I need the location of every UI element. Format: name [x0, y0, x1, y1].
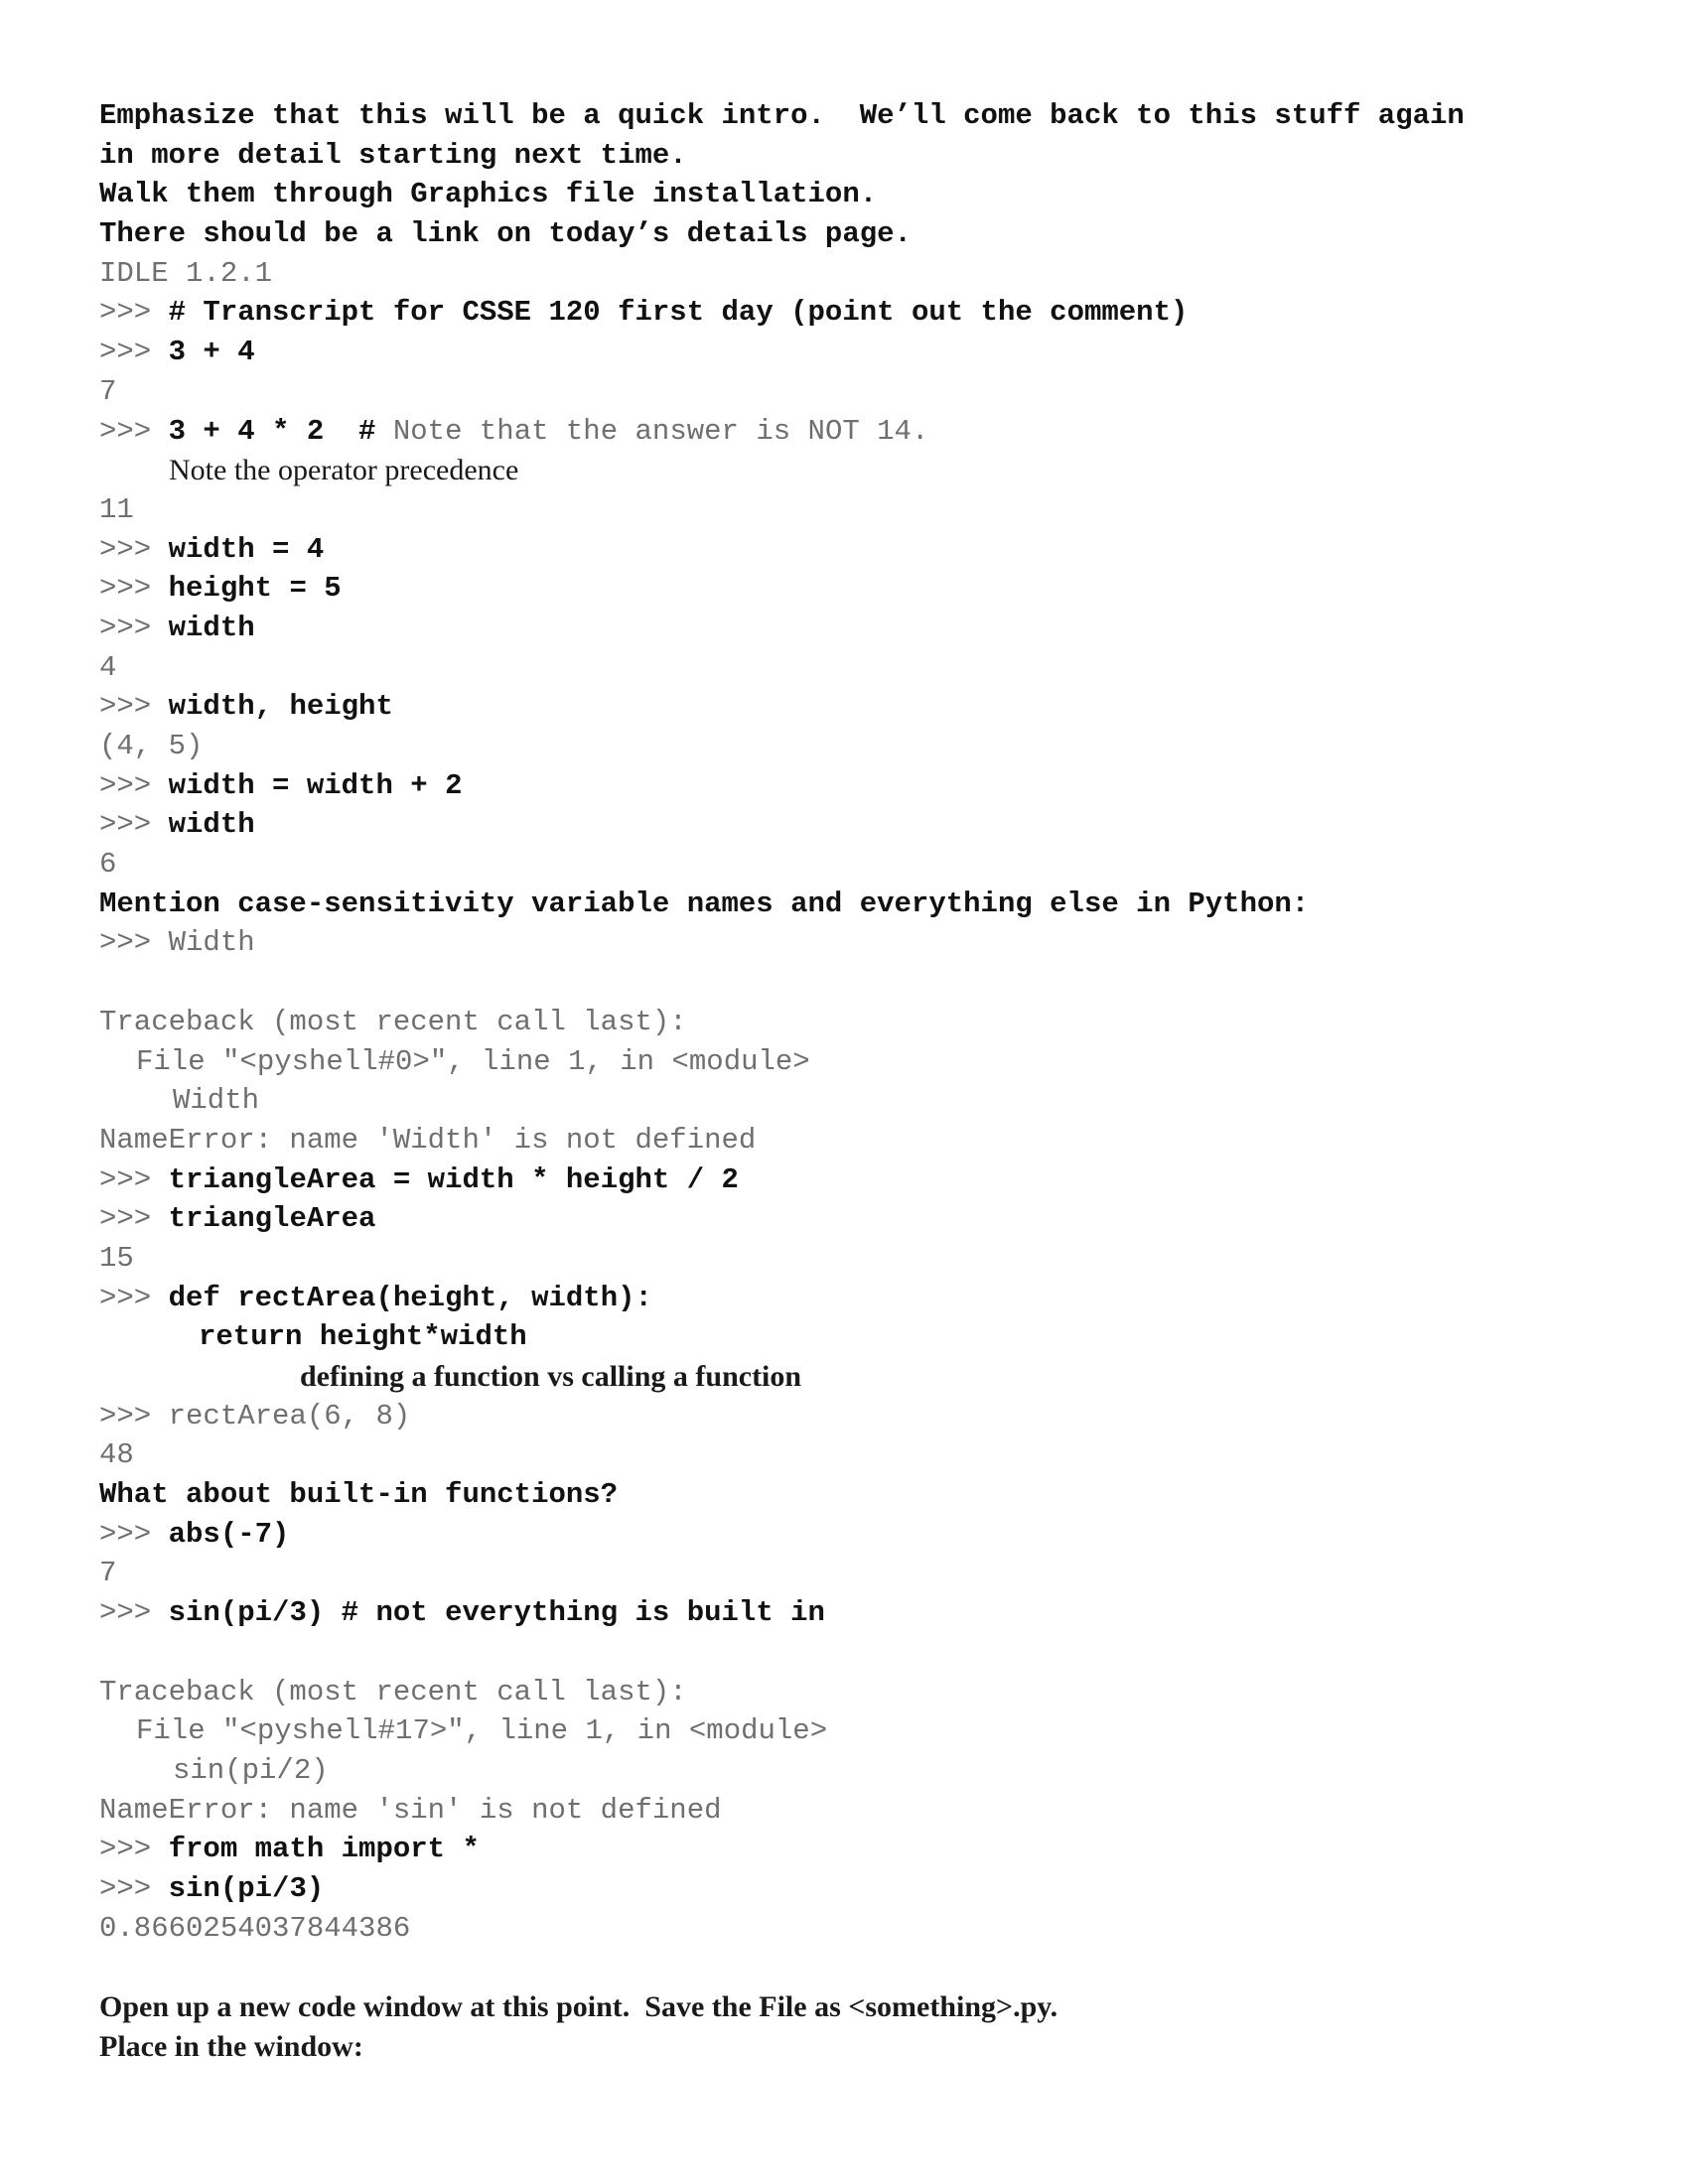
shell-prompt: >>> [99, 1871, 169, 1905]
shell-input-line [99, 333, 1628, 372]
shell-input-line [99, 1830, 1628, 1869]
shell-input-line [99, 805, 1628, 845]
shell-prompt: >>> [99, 690, 169, 724]
shell-output: 7 [99, 374, 117, 408]
shell-input-line [99, 569, 1628, 609]
shell-input-line [99, 293, 1628, 333]
instructor-note: Open up a new code window at this point. Save the File as <something>.py. [99, 1990, 1058, 2023]
shell-output: 15 [99, 1241, 134, 1275]
shell-prompt: >>> [99, 572, 169, 606]
shell-prompt: >>> [99, 1596, 169, 1630]
shell-input-code: 3 + 4 [168, 336, 255, 369]
shell-prompt: >>> [99, 768, 169, 802]
shell-prompt: >>> [99, 532, 169, 566]
shell-output: 4 [99, 650, 117, 684]
shell-prompt: >>> [99, 296, 169, 330]
shell-input-line [99, 1515, 1628, 1555]
instructor-note: defining a function vs calling a function [300, 1360, 802, 1393]
shell-input-code: def rectArea(height, width): [168, 1281, 652, 1314]
code-continuation: return height*width [199, 1320, 527, 1354]
shell-input-code: rectArea(6, 8) [168, 1399, 411, 1433]
transcript [99, 96, 1628, 2066]
shell-output: Traceback (most recent call last): [99, 1675, 687, 1708]
shell-input-code: triangleArea [168, 1202, 376, 1236]
shell-output: IDLE 1.2.1 [99, 256, 273, 290]
instructor-note: Emphasize that this will be a quick intro. We’ll come back to this stuff again [99, 99, 1465, 132]
shell-input-code: width [168, 611, 255, 644]
shell-input-code: sin(pi/3) [168, 1871, 325, 1905]
shell-output: 7 [99, 1557, 117, 1590]
shell-prompt: >>> [99, 1162, 169, 1196]
shell-input-code: from math import * [168, 1833, 480, 1866]
shell-prompt: >>> [99, 1202, 169, 1236]
shell-input-line [99, 609, 1628, 648]
shell-output: Traceback (most recent call last): [99, 1005, 687, 1038]
shell-output: 48 [99, 1438, 134, 1472]
shell-output: File "<pyshell#17>", line 1, in <module> [136, 1714, 828, 1748]
instructor-note: There should be a link on today’s details page. [99, 217, 912, 251]
shell-input-line [99, 1160, 1628, 1200]
instructor-note: in more detail starting next time. [99, 138, 687, 172]
shell-output: 0.8660254037844386 [99, 1911, 411, 1945]
shell-input-code: triangleArea = width * height / 2 [168, 1162, 739, 1196]
shell-input-line [99, 766, 1628, 806]
instructor-note: Place in the window: [99, 2029, 363, 2063]
shell-prompt: >>> [99, 336, 169, 369]
blank-line [99, 1633, 1628, 1673]
shell-output: File "<pyshell#0>", line 1, in <module> [136, 1044, 810, 1078]
shell-input-line [99, 530, 1628, 570]
shell-output: Width [173, 1084, 260, 1118]
shell-input-code: width [168, 808, 255, 842]
shell-output: NameError: name 'Width' is not defined [99, 1123, 757, 1157]
shell-input-code: width = width + 2 [168, 768, 463, 802]
shell-input-code: width = 4 [168, 532, 325, 566]
shell-prompt: >>> [99, 1281, 169, 1314]
shell-input-code: 3 + 4 * 2 # [168, 414, 393, 448]
shell-input-code: width, height [168, 690, 393, 724]
blank-line [99, 963, 1628, 1003]
shell-prompt: >>> [99, 926, 169, 960]
shell-prompt: >>> [99, 414, 169, 448]
instructor-note: Mention case-sensitivity variable names and everything else in Python: [99, 887, 1310, 920]
shell-output: 11 [99, 492, 134, 526]
shell-prompt: >>> [99, 1399, 169, 1433]
shell-output: (4, 5) [99, 730, 204, 762]
shell-input-line [99, 1869, 1628, 1909]
shell-input-line [99, 412, 1628, 452]
shell-prompt: >>> [99, 611, 169, 644]
shell-input-code: # Transcript for CSSE 120 first day (point out the comment) [168, 296, 1189, 330]
shell-input-line [99, 1593, 1628, 1633]
shell-input-line [99, 923, 1628, 963]
shell-output: sin(pi/2) [173, 1753, 329, 1787]
shell-prompt: >>> [99, 1833, 169, 1866]
shell-input-line [99, 1397, 1628, 1436]
shell-input-line [99, 1279, 1628, 1318]
shell-input-code: abs(-7) [168, 1517, 290, 1551]
shell-input-code: height = 5 [168, 572, 342, 606]
shell-input-comment: Note that the answer is NOT 14. [392, 414, 929, 448]
shell-output: NameError: name 'sin' is not defined [99, 1793, 722, 1827]
shell-input-line [99, 687, 1628, 727]
instructor-note: What about built-in functions? [99, 1478, 619, 1512]
shell-output: 6 [99, 848, 117, 882]
blank-line [99, 1948, 1628, 1987]
shell-prompt: >>> [99, 808, 169, 842]
shell-input-code: sin(pi/3) # not everything is built in [168, 1596, 825, 1630]
shell-input-code: Width [168, 926, 255, 960]
shell-input-line [99, 1199, 1628, 1239]
instructor-note: Note the operator precedence [169, 454, 519, 487]
instructor-note: Walk them through Graphics file installation. [99, 178, 878, 211]
shell-prompt: >>> [99, 1517, 169, 1551]
